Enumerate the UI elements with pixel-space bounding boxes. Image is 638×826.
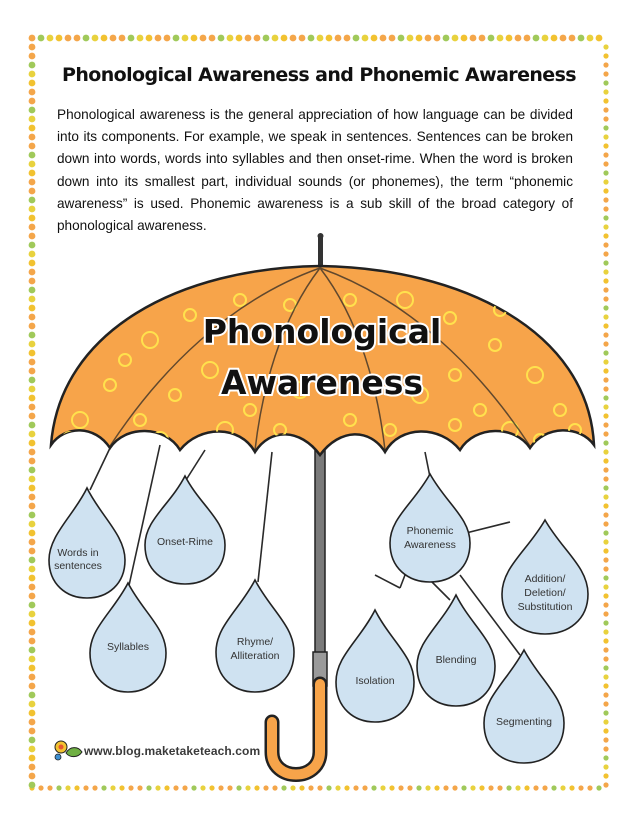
page-title: Phonological Awareness and Phonemic Awareness [62, 64, 576, 86]
drop-isolation [336, 610, 414, 722]
drop-words-in-sentences-line2: sentences [54, 560, 102, 572]
drop-blending [417, 595, 495, 706]
drop-addition-line3: Substitution [517, 601, 573, 613]
drop-rhyme-line2: Alliteration [230, 650, 280, 662]
canopy-title-line2: Awareness [220, 363, 424, 402]
drop-words-in-sentences-line1: Words in [57, 547, 99, 559]
drop-addition-line1: Addition/ [524, 573, 566, 585]
umbrella-canopy [51, 266, 594, 455]
drop-words-in-sentences [49, 488, 125, 598]
footer-website-url: www.blog.maketaketeach.com [84, 744, 261, 758]
drop-isolation-label: Isolation [355, 675, 395, 687]
drop-segmenting [484, 650, 564, 763]
intro-paragraph: Phonological awareness is the general appreciation of how language can be divided into its components. For example, we speak in sentences. Sentences can be broken down into words, words into syllables and then onset-rime. When the word is broken down into its smallest part, individual sounds (or phonemes), the term “phonemic awareness” is used. Phonemic awareness is a sub skill of the broad category of phonological awareness. [57, 107, 573, 234]
maketaketeach-logo-icon [52, 738, 84, 762]
drop-addition-deletion-substitution [502, 520, 588, 634]
drop-phonemic-awareness [390, 474, 470, 582]
canopy-title-line1: Phonological [202, 312, 442, 351]
drop-addition-line2: Deletion/ [524, 587, 566, 599]
drop-segmenting-label: Segmenting [495, 716, 553, 728]
drop-onset-rime [145, 476, 225, 584]
drop-blending-label: Blending [435, 654, 477, 666]
umbrella-handle [272, 684, 320, 775]
drop-rhyme-alliteration [216, 580, 294, 692]
drop-phonemic-line1: Phonemic [406, 525, 454, 537]
umbrella-tip [318, 236, 323, 268]
drop-onset-rime-label: Onset-Rime [156, 536, 214, 548]
umbrella-shaft [315, 440, 325, 655]
drop-syllables-label: Syllables [106, 641, 150, 653]
drop-rhyme-line1: Rhyme/ [236, 636, 274, 648]
drop-phonemic-line2: Awareness [404, 539, 456, 551]
drop-syllables [90, 583, 166, 692]
